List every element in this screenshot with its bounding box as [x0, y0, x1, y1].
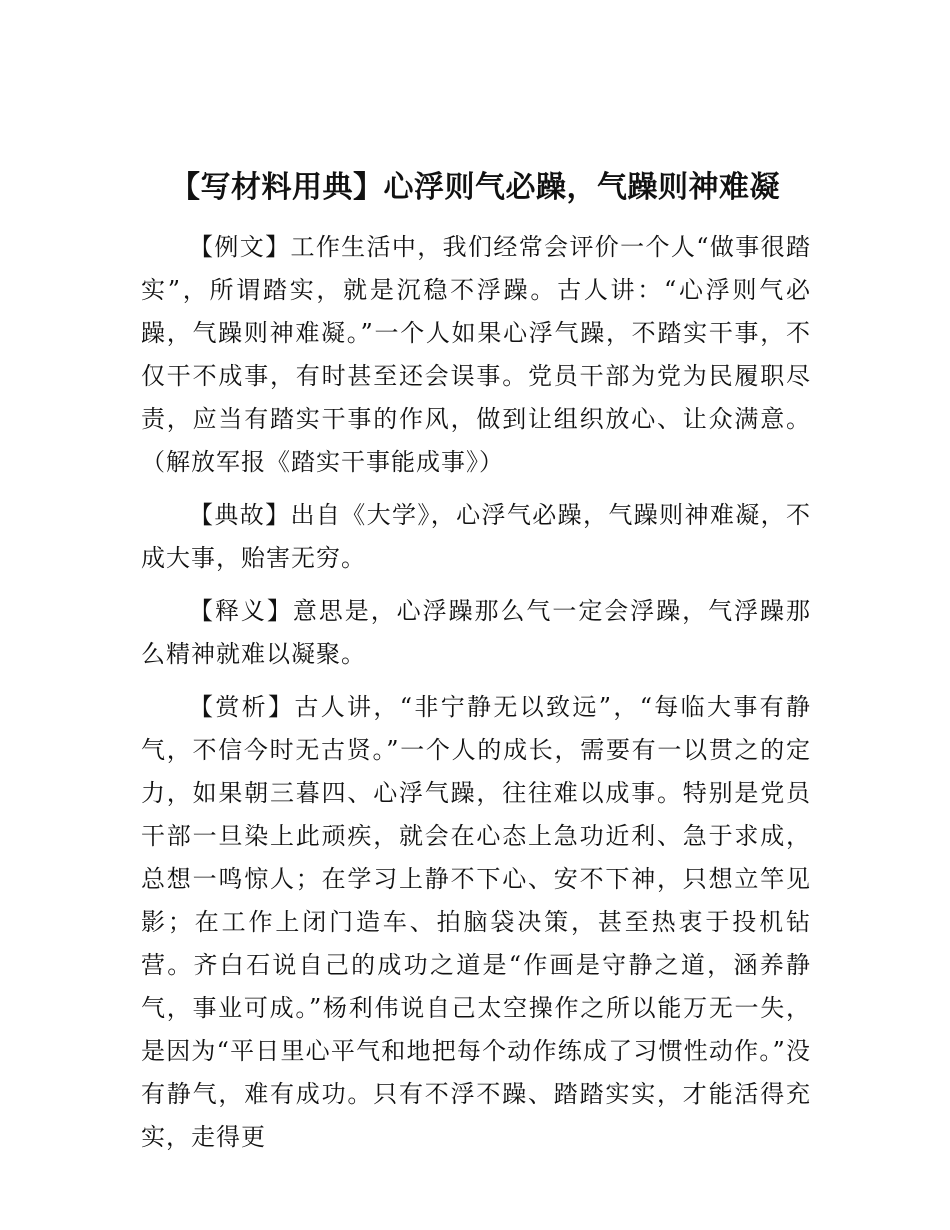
paragraph-text: 意思是，心浮躁那么气一定会浮躁，气浮躁那么精神就难以凝聚。	[141, 597, 812, 668]
paragraph-tag: 【赏析】	[189, 693, 295, 721]
paragraph-appreciation	[141, 686, 811, 1159]
paragraph-text: 工作生活中，我们经常会评价一个人“做事很踏实”，所谓踏实，就是沉稳不浮躁。古人讲：“心浮则气必躁，气躁则神难凝。”一个人如果心浮气躁，不踏实干事，不仅干不成事，有时甚至还会误事。党员干部为党为民履职尽责，应当有踏实干事的作风，做到让组织放心、让众满意。（解放军报《踏实干事能成事》）	[141, 233, 811, 476]
paragraph-tag: 【例文】	[189, 233, 291, 261]
paragraph-tag: 【释义】	[189, 597, 293, 625]
paragraph-allusion	[141, 494, 811, 580]
paragraph-tag: 【典故】	[189, 501, 291, 529]
paragraph-example	[141, 226, 811, 484]
paragraph-text: 古人讲，“非宁静无以致远”，“每临大事有静气，不信今时无古贤。”一个人的成长，需要有一以贯之的定力，如果朝三暮四、心浮气躁，往往难以成事。特别是党员干部一旦染上此顽疾，就会在心态上急功近利、急于求成，总想一鸣惊人；在学习上静不下心、安不下神，只想立竿见影；在工作上闭门造车、拍脑袋决策，甚至热衷于投机钻营。齐白石说自己的成功之道是“作画是守静之道，涵养静气，事业可成。”杨利伟说自己太空操作之所以能万无一失，是因为“平日里心平气和地把每个动作练成了习惯性动作。”没有静气，难有成功。只有不浮不躁、踏踏实实，才能活得充实，走得更	[141, 693, 812, 1151]
paragraph-text: 出自《大学》，心浮气必躁，气躁则神难凝，不成大事，贻害无穷。	[141, 501, 811, 572]
document-title: 【写材料用典】心浮则气必躁，气躁则神难凝	[170, 170, 780, 205]
document-body	[141, 226, 811, 1169]
paragraph-meaning	[141, 590, 811, 676]
